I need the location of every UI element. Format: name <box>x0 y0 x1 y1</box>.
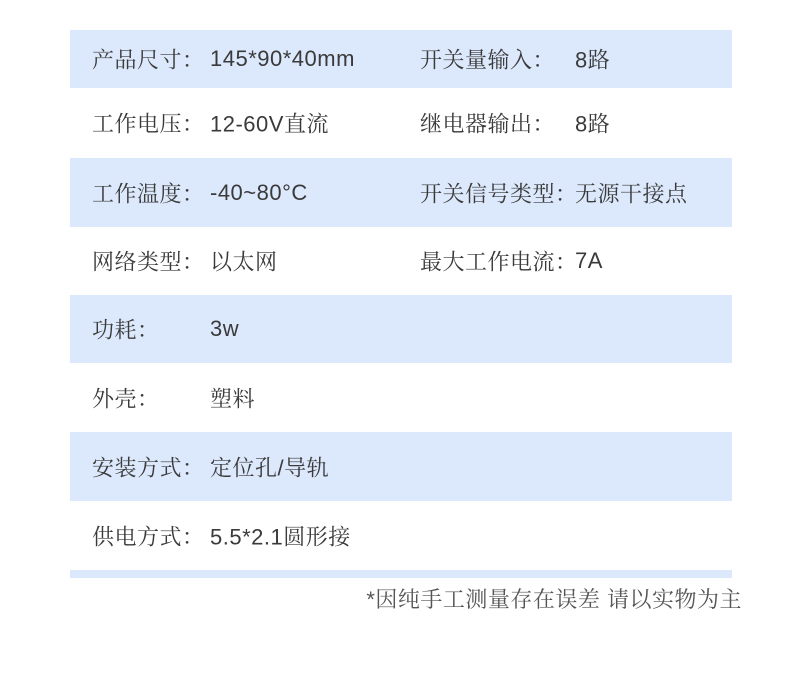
spec-label: 安装方式： <box>92 455 205 480</box>
spec-value: 塑料 <box>210 386 256 411</box>
table-row <box>70 88 732 158</box>
spec-value: 7A <box>575 248 603 273</box>
spec-value: -40~80°C <box>210 179 308 205</box>
spec-label: 开关量输入： <box>420 47 556 73</box>
spec-label: 功耗： <box>92 317 160 343</box>
disclaimer-footnote: *因纯手工测量存在误差 请以实物为主 <box>366 587 742 612</box>
spec-value: 5.5*2.1圆形接 <box>210 524 351 549</box>
spec-value: 以太网 <box>210 249 278 275</box>
table-row <box>70 363 732 432</box>
spec-label: 产品尺寸： <box>92 47 205 73</box>
spec-value: 8路 <box>575 47 611 73</box>
table-row <box>70 432 732 501</box>
table-row <box>70 501 732 570</box>
spec-label: 工作电压： <box>92 111 205 137</box>
spec-label: 最大工作电流： <box>420 249 578 275</box>
spec-label: 工作温度： <box>92 181 205 206</box>
spec-value: 8路 <box>575 111 611 137</box>
table-row <box>70 227 732 295</box>
spec-value: 12-60V直流 <box>210 111 329 137</box>
spec-label: 开关信号类型： <box>420 181 578 206</box>
spec-value: 145*90*40mm <box>210 46 355 71</box>
partial-row-strip <box>70 570 732 578</box>
spec-value: 无源干接点 <box>575 181 688 206</box>
table-row <box>70 295 732 363</box>
table-row <box>70 30 732 88</box>
spec-label: 继电器输出： <box>420 111 556 137</box>
product-spec-table <box>70 30 732 570</box>
spec-value: 定位孔/导轨 <box>210 455 330 480</box>
spec-label: 网络类型： <box>92 249 205 275</box>
spec-label: 外壳： <box>92 386 160 411</box>
spec-label: 供电方式： <box>92 524 205 549</box>
table-row <box>70 158 732 227</box>
spec-value: 3w <box>210 316 240 341</box>
